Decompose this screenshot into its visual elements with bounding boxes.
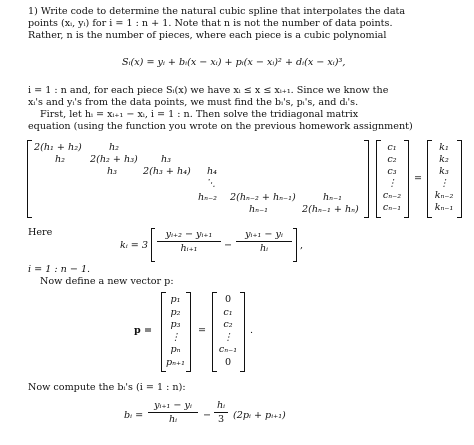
vector-entry: c₁ [223, 306, 233, 318]
p-vector [165, 294, 186, 369]
fraction-numerator: yᵢ₊₂ − yᵢ₊₁ [165, 229, 213, 240]
vector-entry: k₁ [439, 142, 449, 153]
p-equation-lhs: p = [134, 325, 153, 336]
vector-entry: p₂ [170, 306, 181, 318]
p-vector-right-bracket [186, 292, 191, 372]
c-vector-right-bracket [404, 140, 409, 218]
intro-line-1: 1) Write code to determine the natural cubic spline that interpolates the data [28, 6, 406, 17]
vector-entry: c₃ [387, 166, 397, 177]
minus-sign: − [224, 240, 233, 251]
c-vector [380, 142, 404, 214]
matrix-right-bracket [364, 140, 369, 218]
vector-entry: kₙ₋₂ [434, 190, 454, 201]
c-padded-vector [216, 294, 240, 369]
matrix-cell: h₃ [161, 154, 172, 165]
b-equation-fraction-2 [214, 400, 228, 425]
fraction-numerator: yᵢ₊₁ − yᵢ [154, 400, 192, 411]
vector-entry: pₙ [170, 344, 181, 355]
vector-entry: cₙ₋₂ [382, 190, 402, 201]
fraction-numerator: hᵢ [216, 400, 226, 411]
spline-equation: Sᵢ(x) = yᵢ + bᵢ(x − xᵢ) + pᵢ(x − xᵢ)² + dᵢ(x − xᵢ)³, [122, 57, 346, 68]
b-equation-fraction-1 [148, 400, 198, 425]
b-equation-lhs: bᵢ = [124, 410, 144, 421]
fraction-denominator: hᵢ₊₁ [180, 243, 198, 254]
intro-line-4: i = 1 : n and, for each piece Sᵢ(x) we have xᵢ ≤ x ≤ xᵢ₊₁. Since we know the [28, 85, 389, 96]
vector-entry: ⋮ [223, 331, 233, 343]
intro-line-5: xᵢ's and yᵢ's from the data points, we must find the bᵢ's, pᵢ's, and dᵢ's. [28, 97, 359, 108]
p-equation-period: . [250, 325, 254, 336]
vector-entry: p₁ [170, 294, 181, 305]
fraction-bar [236, 241, 292, 242]
fraction-denominator: 3 [217, 414, 225, 425]
k-vector [431, 142, 457, 214]
matrix-cell: 2(h₃ + h₄) [143, 166, 191, 177]
k-equation-fraction-1 [157, 229, 221, 254]
k-equation-left-bracket [151, 228, 155, 262]
fraction-bar [214, 412, 228, 413]
b-equation-tail: (2pᵢ + pᵢ₊₁) [233, 410, 286, 421]
vector-entry: cₙ₋₁ [218, 344, 238, 355]
matrix-cell: 2(hₙ₋₁ + hₙ) [302, 204, 359, 215]
here-label: Here [28, 227, 53, 238]
fraction-numerator: yᵢ₊₁ − yᵢ [245, 229, 283, 240]
vector-entry: p₃ [170, 319, 181, 330]
intro-line-3: Rather, n is the number of pieces, where each piece is a cubic polynomial [28, 30, 387, 41]
vector-entry: ⋮ [387, 178, 397, 189]
matrix-cell: h₂ [55, 154, 66, 165]
vector-entry: ⋮ [170, 331, 181, 343]
intro-line-6: First, let hᵢ = xᵢ₊₁ − xᵢ, i = 1 : n. Then solve the tridiagonal matrix [40, 109, 359, 120]
index-range: i = 1 : n − 1. [28, 264, 91, 275]
fraction-bar [148, 412, 198, 413]
minus-sign: − [203, 410, 212, 421]
k-equation-right-bracket [293, 228, 297, 262]
matrix-cell: hₙ₋₁ [323, 192, 342, 203]
fraction-denominator: hᵢ [259, 243, 269, 254]
k-equation-comma: , [300, 240, 304, 251]
matrix-cell: hₙ₋₁ [249, 204, 268, 215]
equals-sign: = [414, 173, 423, 184]
fraction-bar [157, 241, 221, 242]
k-vector-right-bracket [457, 140, 462, 218]
matrix-cell: h₂ [109, 142, 120, 153]
vector-entry: c₁ [387, 142, 397, 153]
matrix-cell: 2(h₂ + h₃) [90, 154, 138, 165]
vector-entry: ⋮ [439, 178, 449, 189]
k-equation-fraction-2 [236, 229, 292, 254]
c-padded-right-bracket [240, 292, 245, 372]
vector-entry: c₂ [387, 154, 397, 165]
k-equation-lhs: kᵢ = 3 [120, 240, 148, 251]
vector-entry: k₂ [439, 154, 449, 165]
vector-entry: k₃ [439, 166, 449, 177]
vector-entry: c₂ [223, 319, 233, 330]
vector-entry: kₙ₋₁ [434, 202, 454, 213]
matrix-left-bracket [27, 140, 32, 218]
matrix-cell: hₙ₋₂ [198, 192, 217, 203]
intro-line-7: equation (using the function you wrote on the previous homework assignment) [28, 121, 413, 132]
matrix-cell: 2(h₁ + h₂) [34, 142, 82, 153]
vector-entry: 0 [224, 294, 232, 305]
compute-b-text: Now compute the bᵢ's (i = 1 : n): [28, 382, 186, 393]
vector-entry: cₙ₋₁ [382, 202, 402, 213]
matrix-cell: h₃ [107, 166, 118, 177]
vector-entry: 0 [224, 356, 232, 368]
equals-sign: = [198, 325, 207, 336]
fraction-denominator: hᵢ [168, 414, 178, 425]
define-p-text: Now define a new vector p: [40, 276, 174, 287]
matrix-cell: 2(hₙ₋₂ + hₙ₋₁) [230, 192, 296, 203]
matrix-dots: ⋱ [206, 178, 216, 189]
vector-entry: pₙ₊₁ [166, 356, 185, 368]
matrix-cell: h₄ [207, 166, 218, 177]
intro-line-2: points (xᵢ, yᵢ) for i = 1 : n + 1. Note that n is not the number of data points. [28, 18, 393, 29]
